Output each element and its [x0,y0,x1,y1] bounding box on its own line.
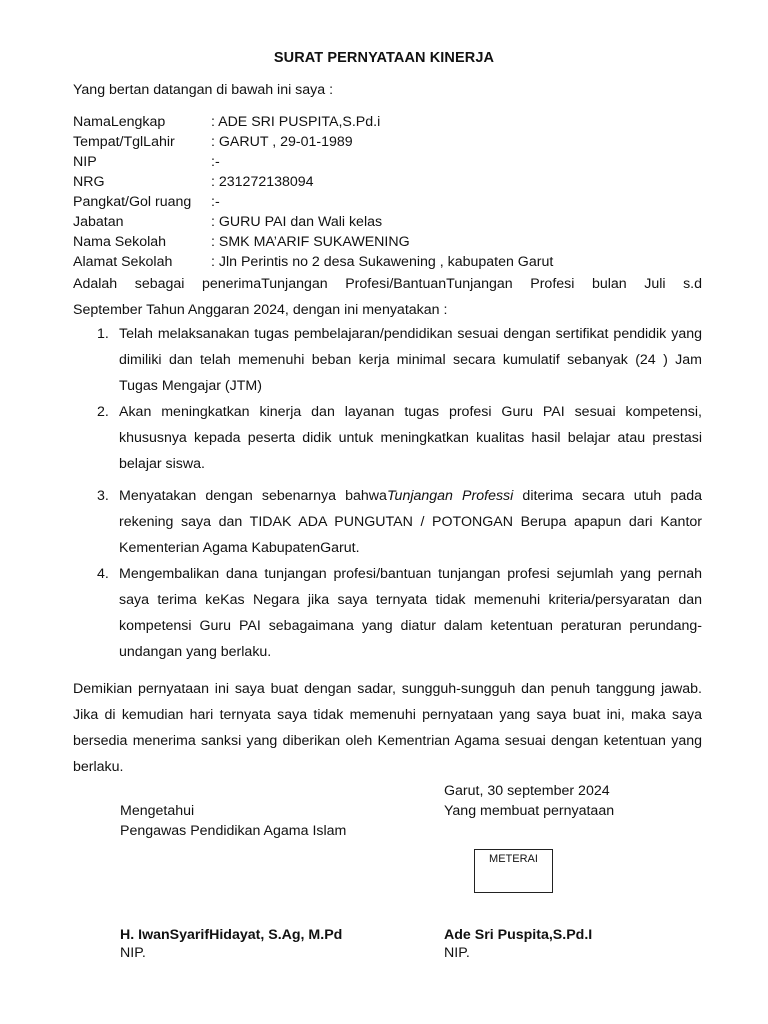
intro-text: Yang bertan datangan di bawah ini saya : [73,82,334,98]
identity-label: NRG [73,174,105,190]
identity-label: Pangkat/Gol ruang [73,194,192,210]
identity-label: NIP [73,154,97,170]
numbered-item-3 [97,483,702,561]
item-text: Akan meningkatkan kinerja dan layanan tugas profesi Guru PAI sesuai kompetensi, khususnya kepada peserta didik untuk meningkatkan kualitas hasil belajar atau prestasi belajar siswa. [119,404,702,472]
identity-value: :- [211,194,220,210]
place-date: Garut, 30 september 2024 [444,783,610,799]
right-sig-nip: NIP. [444,945,470,961]
item-text-italic: Tunjangan Professi [386,488,514,504]
statement-line-2: September Tahun Anggaran 2024, dengan ini menyatakan : [73,302,448,318]
closing-paragraph: Demikian pernyataan ini saya buat dengan sadar, sungguh-sungguh dan penuh tanggung jawab. Jika di kemudian hari ternyata saya tidak memenuhi pernyataan yang saya buat ini, maka saya bersedia menerima sanksi yang diberikan oleh Kementrian Agama sesuai dengan ketentuan yang berlaku. [73,681,702,775]
meterai-stamp-box: METERAI [474,849,553,893]
identity-row [73,232,713,252]
identity-label: Jabatan [73,214,124,230]
statement-line-1: Adalah sebagai penerimaTunjangan Profesi/BantuanTunjangan Profesi bulan Juli s.d [73,276,702,292]
identity-value: : 231272138094 [211,174,314,190]
identity-row [73,172,713,192]
identity-row [73,152,713,172]
left-sig-heading: Mengetahui [120,803,195,819]
left-sig-nip: NIP. [120,945,146,961]
identity-value: : Jln Perintis no 2 desa Sukawening , kabupaten Garut [211,254,554,270]
identity-row [73,192,713,212]
item-text [119,483,702,561]
item-text: Mengembalikan dana tunjangan profesi/bantuan tunjangan profesi sejumlah yang pernah saya terima keKas Negara jika saya ternyata tidak memenuhi kriteria/persyaratan dan kompetensi Guru PAI sebagaimana yang diatur dalam ketentuan peraturan perundang-undangan yang berlaku. [119,566,702,660]
document-title: SURAT PERNYATAAN KINERJA [273,50,495,66]
item-number: 3. [97,488,109,504]
identity-value: : GARUT , 29-01-1989 [211,134,353,150]
identity-value: : SMK MA’ARIF SUKAWENING [211,234,410,250]
identity-label: Nama Sekolah [73,234,167,250]
identity-value: : ADE SRI PUSPITA,S.Pd.i [211,114,381,130]
item-text: Telah melaksanakan tugas pembelajaran/pendidikan sesuai dengan sertifikat pendidik yang dimiliki dan telah memenuhi beban kerja minimal secara kumulatif sebanyak (24 ) Jam Tugas Mengajar (JTM) [119,326,702,394]
identity-label: Tempat/TglLahir [73,134,175,150]
right-sig-heading: Yang membuat pernyataan [444,803,615,819]
left-sig-name: H. IwanSyarifHidayat, S.Ag, M.Pd [120,927,343,943]
statement-paragraph [73,271,702,323]
item-number: 4. [97,566,109,582]
identity-row [73,112,713,132]
numbered-item-4 [97,561,702,665]
left-sig-role: Pengawas Pendidikan Agama Islam [120,823,347,839]
identity-row [73,212,713,232]
item-text-before: Menyatakan dengan sebenarnya bahwa [119,488,387,504]
identity-value: :- [211,154,220,170]
identity-row [73,132,713,152]
item-number: 1. [97,326,109,342]
identity-block [73,112,713,272]
right-sig-name: Ade Sri Puspita,S.Pd.I [444,927,593,943]
numbered-item-1 [97,321,702,399]
item-number: 2. [97,404,109,420]
identity-label: NamaLengkap [73,114,166,130]
identity-label: Alamat Sekolah [73,254,173,270]
identity-row [73,252,713,272]
item-text-after: diterima secara utuh pada rekening saya dan TIDAK ADA PUNGUTAN / POTONGAN Berupa apapun dari Kantor Kementerian Agama KabupatenGarut. [119,488,702,556]
numbered-item-2 [97,399,702,477]
identity-value: : GURU PAI dan Wali kelas [211,214,383,230]
